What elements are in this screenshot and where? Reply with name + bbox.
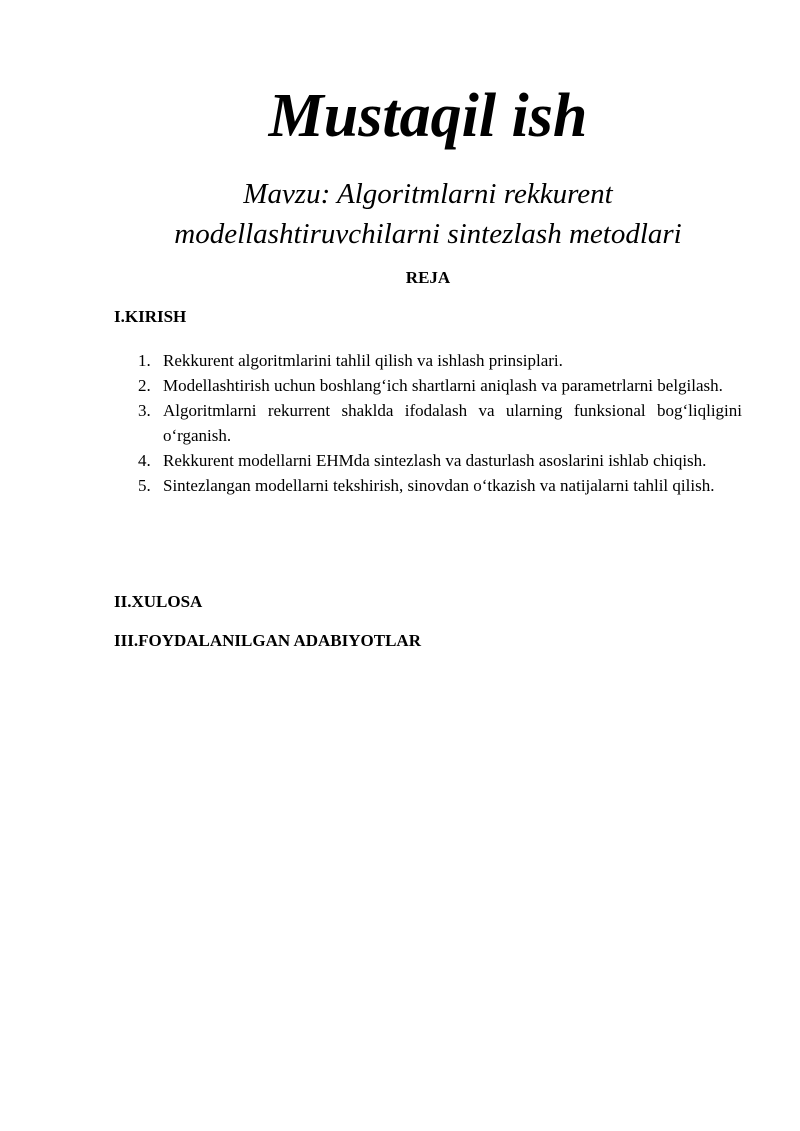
list-item-text: Algoritmlarni rekurrent shaklda ifodalash va ularning funksional bog‘liqligini o‘rganish.	[163, 401, 742, 445]
section-heading-introduction: I.KIRISH	[114, 307, 187, 326]
subtitle-line-1: Mavzu: Algoritmlarni rekkurent	[243, 178, 613, 210]
list-item	[138, 398, 742, 448]
list-item	[138, 473, 742, 498]
list-item-text: Modellashtirish uchun boshlang‘ich shartlarni aniqlash va parametrlarni belgilash.	[163, 376, 723, 395]
section-heading-conclusion: II.XULOSA	[114, 592, 203, 611]
document-subtitle	[0, 174, 800, 254]
list-item-number: 2.	[138, 376, 151, 395]
section-heading-references: III.FOYDALANILGAN ADABIYOTLAR	[114, 631, 421, 650]
list-item	[138, 448, 742, 473]
document-title: Mustaqil ish	[268, 82, 588, 150]
list-item-text: Sintezlangan modellarni tekshirish, sinovdan o‘tkazish va natijalarni tahlil qilish.	[163, 476, 715, 495]
list-item-number: 4.	[138, 451, 151, 470]
list-item	[138, 348, 742, 373]
list-item	[138, 373, 742, 398]
list-item-number: 1.	[138, 351, 151, 370]
list-item-number: 5.	[138, 476, 151, 495]
plan-heading: REJA	[405, 268, 451, 287]
list-item-number: 3.	[138, 401, 151, 420]
subtitle-line-2: modellashtiruvchilarni sintezlash metodlari	[174, 218, 682, 250]
list-item-text: Rekkurent modellarni EHMda sintezlash va dasturlash asoslarini ishlab chiqish.	[163, 451, 707, 470]
list-item-text: Rekkurent algoritmlarini tahlil qilish va ishlash prinsiplari.	[163, 351, 563, 370]
plan-items-list	[138, 348, 742, 498]
